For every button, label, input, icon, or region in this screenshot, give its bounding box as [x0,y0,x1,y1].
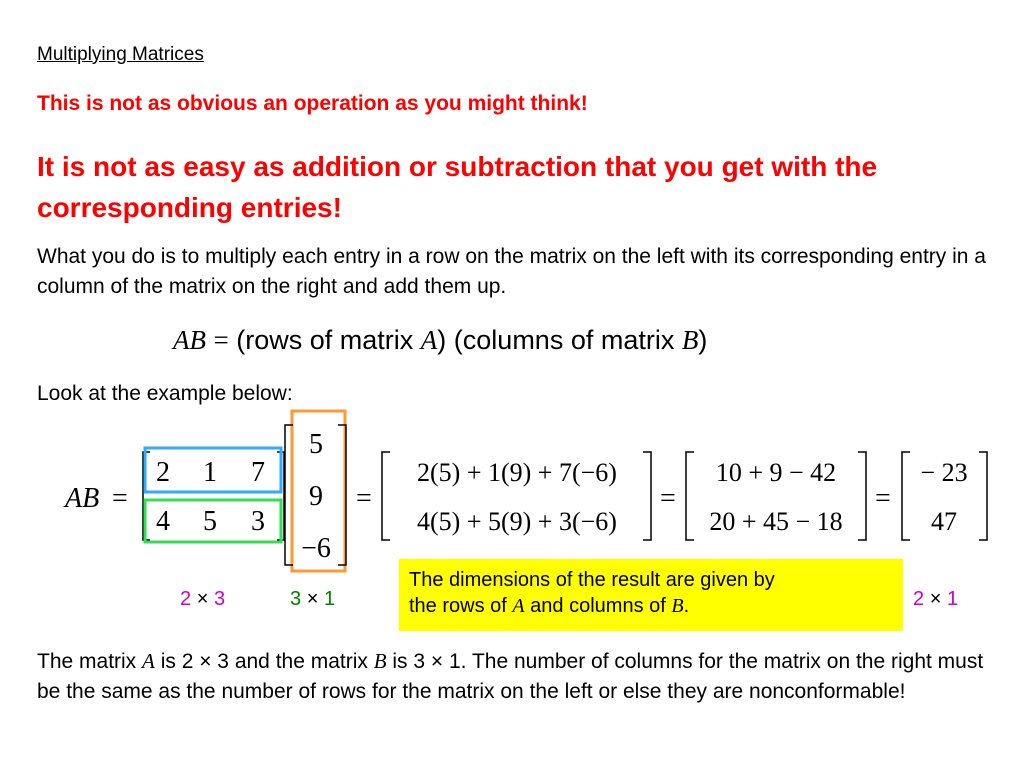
dim-result-rows: 2 [913,588,925,610]
result-right-bracket [979,452,987,540]
callout-var-a: A [512,595,525,617]
partial-sum-row: 20 + 45 − 18 [709,507,843,536]
formula-rows-pre: (rows of matrix [236,325,421,355]
result-left-bracket [902,452,910,540]
conclusion-part: is 2 × 3 and the matrix [154,650,374,673]
dimension-a [180,588,225,611]
formula-rows-var: A [420,325,438,355]
matrix-a-cell: 5 [203,506,217,537]
sums-left-bracket [686,452,694,540]
matrix-a-cell: 7 [251,457,265,488]
dim-a-cols: 3 [213,588,226,610]
expansion-row: 4(5) + 5(9) + 3(−6) [417,507,617,536]
matrix-a-cell: 1 [203,457,217,488]
formula-lhs: AB [173,325,206,355]
matrix-b-cell: 9 [309,481,323,512]
subtitle-red: This is not as obvious an operation as you might think! [37,92,588,115]
expansion-row: 2(5) + 1(9) + 7(−6) [417,458,617,487]
formula-rows-post: ) [437,325,447,355]
matrix-a-cell: 4 [156,506,170,537]
conclusion-part: is 3 × 1. The number of columns for the matrix on the right must be the same as the number of rows for the matrix on the left or else they are nonconformable! [37,650,984,703]
matrix-a-cell: 3 [251,506,265,537]
times-symbol: × [196,588,209,610]
partial-sum-row: 10 + 9 − 42 [715,458,837,487]
dimensions-callout [399,559,903,631]
conclusion-text [37,646,997,707]
equation-eq-4: = [875,483,891,514]
matrix-equation [0,405,1024,580]
headline-red: It is not as easy as addition or subtraction that you get with the corresponding entries! [37,151,878,223]
equation-eq-3: = [660,483,676,514]
dim-b-cols: 1 [323,588,336,610]
callout-text: the rows of [409,595,513,617]
look-label: Look at the example below: [37,382,293,405]
conclusion-part: The matrix [37,650,143,673]
explanation-text: What you do is to multiply each entry in a row on the matrix on the left with its corresponding entry in a column of the matrix on the right and add them up. [37,245,986,298]
callout-text: and columns of [524,595,672,617]
formula-cols-var: B [681,325,699,355]
expansion-left-bracket [382,452,390,540]
dimension-result [913,588,958,611]
callout-text: . [683,595,690,617]
equation-lhs: AB [65,483,100,514]
matrix-b-cell: −6 [301,533,331,564]
callout-line-1: The dimensions of the result are given by [409,569,775,591]
result-cell: − 23 [920,458,968,487]
formula-cols-pre: (columns of matrix [446,325,682,355]
callout-var-b: B [671,595,684,617]
equation-eq-2: = [356,483,372,514]
dim-result-cols: 1 [946,588,959,610]
expansion-right-bracket [643,452,651,540]
conclusion-var-b: B [373,649,387,673]
result-cell: 47 [931,507,957,536]
formula-cols-post: ) [698,325,708,355]
times-symbol: × [929,588,942,610]
times-symbol: × [306,588,319,610]
matrix-a-cell: 2 [156,457,170,488]
sums-right-bracket [858,452,866,540]
slide-title: Multiplying Matrices [37,44,204,65]
dim-a-rows: 2 [180,588,192,610]
equation-eq-1: = [112,483,128,514]
formula [173,325,707,356]
formula-eq: = [213,325,229,355]
conclusion-var-a: A [142,649,155,673]
matrix-b-cell: 5 [309,429,323,460]
dim-b-rows: 3 [290,588,302,610]
callout-line-2 [409,593,893,619]
dimension-b [290,588,335,611]
